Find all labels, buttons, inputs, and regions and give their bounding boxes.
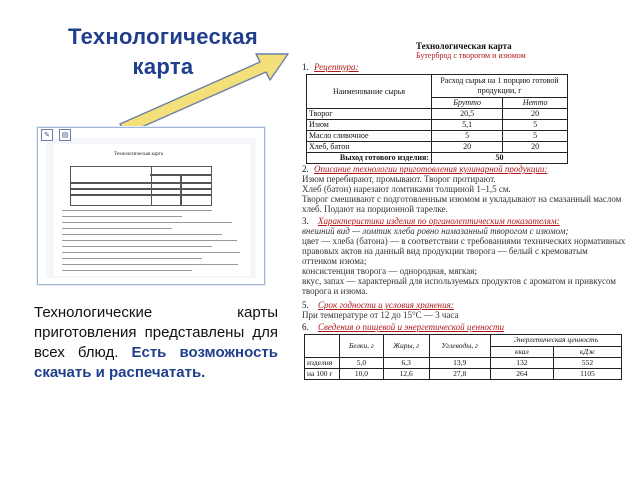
yield-value: 50 xyxy=(432,153,568,164)
thumbnail-toolbar xyxy=(41,129,71,141)
edit-icon[interactable]: ✎ xyxy=(41,129,53,141)
document-thumbnail[interactable] xyxy=(37,127,265,285)
table-row: Творог 20,5 20 xyxy=(307,109,568,120)
recipe-head-name: Наименование сырья xyxy=(307,75,432,109)
section-1-number: 1. xyxy=(302,62,309,72)
section-5-number: 5. xyxy=(302,300,309,310)
section-3-title: Характеристика изделия по органолептическим показателям: xyxy=(318,216,560,226)
section-6-title: Сведения о пищевой и энергетической ценности xyxy=(318,322,505,332)
section-3-number: 3. xyxy=(302,216,309,226)
table-row: на 100 г 10,0 12,6 27,8 264 1105 xyxy=(305,369,622,380)
section-2-title: Описание технологии приготовления кулинарной продукции: xyxy=(314,164,548,174)
section-6-number: 6. xyxy=(302,322,309,332)
yield-label: Выход готового изделия: xyxy=(307,153,432,164)
table-row: изделия 5,0 6,3 13,9 132 552 xyxy=(305,358,622,369)
section-5-title: Срок годности и условия хранения: xyxy=(318,300,454,310)
description-text: Технологические карты приготовления представлены для всех блюд. xyxy=(34,304,278,361)
slide-description xyxy=(34,303,278,383)
recipe-head-netto: Нетто xyxy=(503,98,568,109)
recipe-table xyxy=(306,74,568,164)
doc-title: Технологическая карта xyxy=(416,41,512,51)
pointer-arrow-icon xyxy=(110,40,300,140)
doc-subtitle: Бутерброд с творогом и изюмом xyxy=(416,51,526,60)
recipe-head-brutto: Брутто xyxy=(432,98,503,109)
description-highlight: Есть возможность скачать и распечатать. xyxy=(34,344,278,381)
nutrition-table: Белки, г Жиры, г Углеводы, г Энергетическая ценность ккал кДж изделия 5,0 6,3 13,9 132 552 на 100 г 10,0 12,6 27,8 264 1105 xyxy=(304,334,622,380)
slide-title-line1: Технологическая xyxy=(67,24,259,49)
technology-card-document: Технологическая карта Бутерброд с творогом и изюмом 1. Рецептура: Наименование сырья Расход сырья на 1 порцию готовой продукции, г Брутто Нетто Творог 20,5 20 Изюм 5,1 5 Масло сливочное 5 5 Хлеб, батон 20 20 Выход готового изделия: 50 2. Описание технологии приготовления кулинарной продукции: Изюм перебирают, промывают. Творог протирают. Хлеб (батон) нарезают ломтиками толщиной 1–1,5 см. Творог смешивают с подготовленным изюмом и укладывают на смазанный маслом хлеб. Подают на порционной тарелке. 3. Характеристика изделия по органолептическим показателям: внешний вид — ломтик хлеба ровно намазанный творогом с изюмом; цвет — хлеба (батона) — в соответствии с требованиями технических нормативных правовых актов на данный вид продукции творога — белый с кремоватым оттенком изюма; консистенция творога — однородная, мягкая; вкус, запах — характерный для используемых продуктов с ароматом и привкусом творога и изюма. 5. Срок годности и условия хранения: При температуре от 12 до 15°С — 3 часа 6. Сведения о пищевой и энергетической ценности Белки, г Жиры, г Углеводы, г Энергетическая ценность ккал кДж изделия 5,0 6,3 13,9 132 552 на 100 г 10,0 12,6 27,8 264 1105 xyxy=(292,38,634,478)
table-row: Масло сливочное 5 5 xyxy=(307,131,568,142)
thumbnail-page xyxy=(54,144,250,276)
table-row: Хлеб, батон 20 20 xyxy=(307,142,568,153)
thumbnail-title: Технологическая карта xyxy=(114,152,164,157)
copy-icon[interactable]: ▤ xyxy=(59,129,71,141)
table-row: Изюм 5,1 5 xyxy=(307,120,568,131)
section-1-title: Рецептура: xyxy=(314,62,359,72)
section-2-number: 2. xyxy=(302,164,309,174)
slide-title-line2: карта xyxy=(132,54,194,79)
recipe-head-norm: Расход сырья на 1 порцию готовой продукции, г xyxy=(432,75,568,98)
